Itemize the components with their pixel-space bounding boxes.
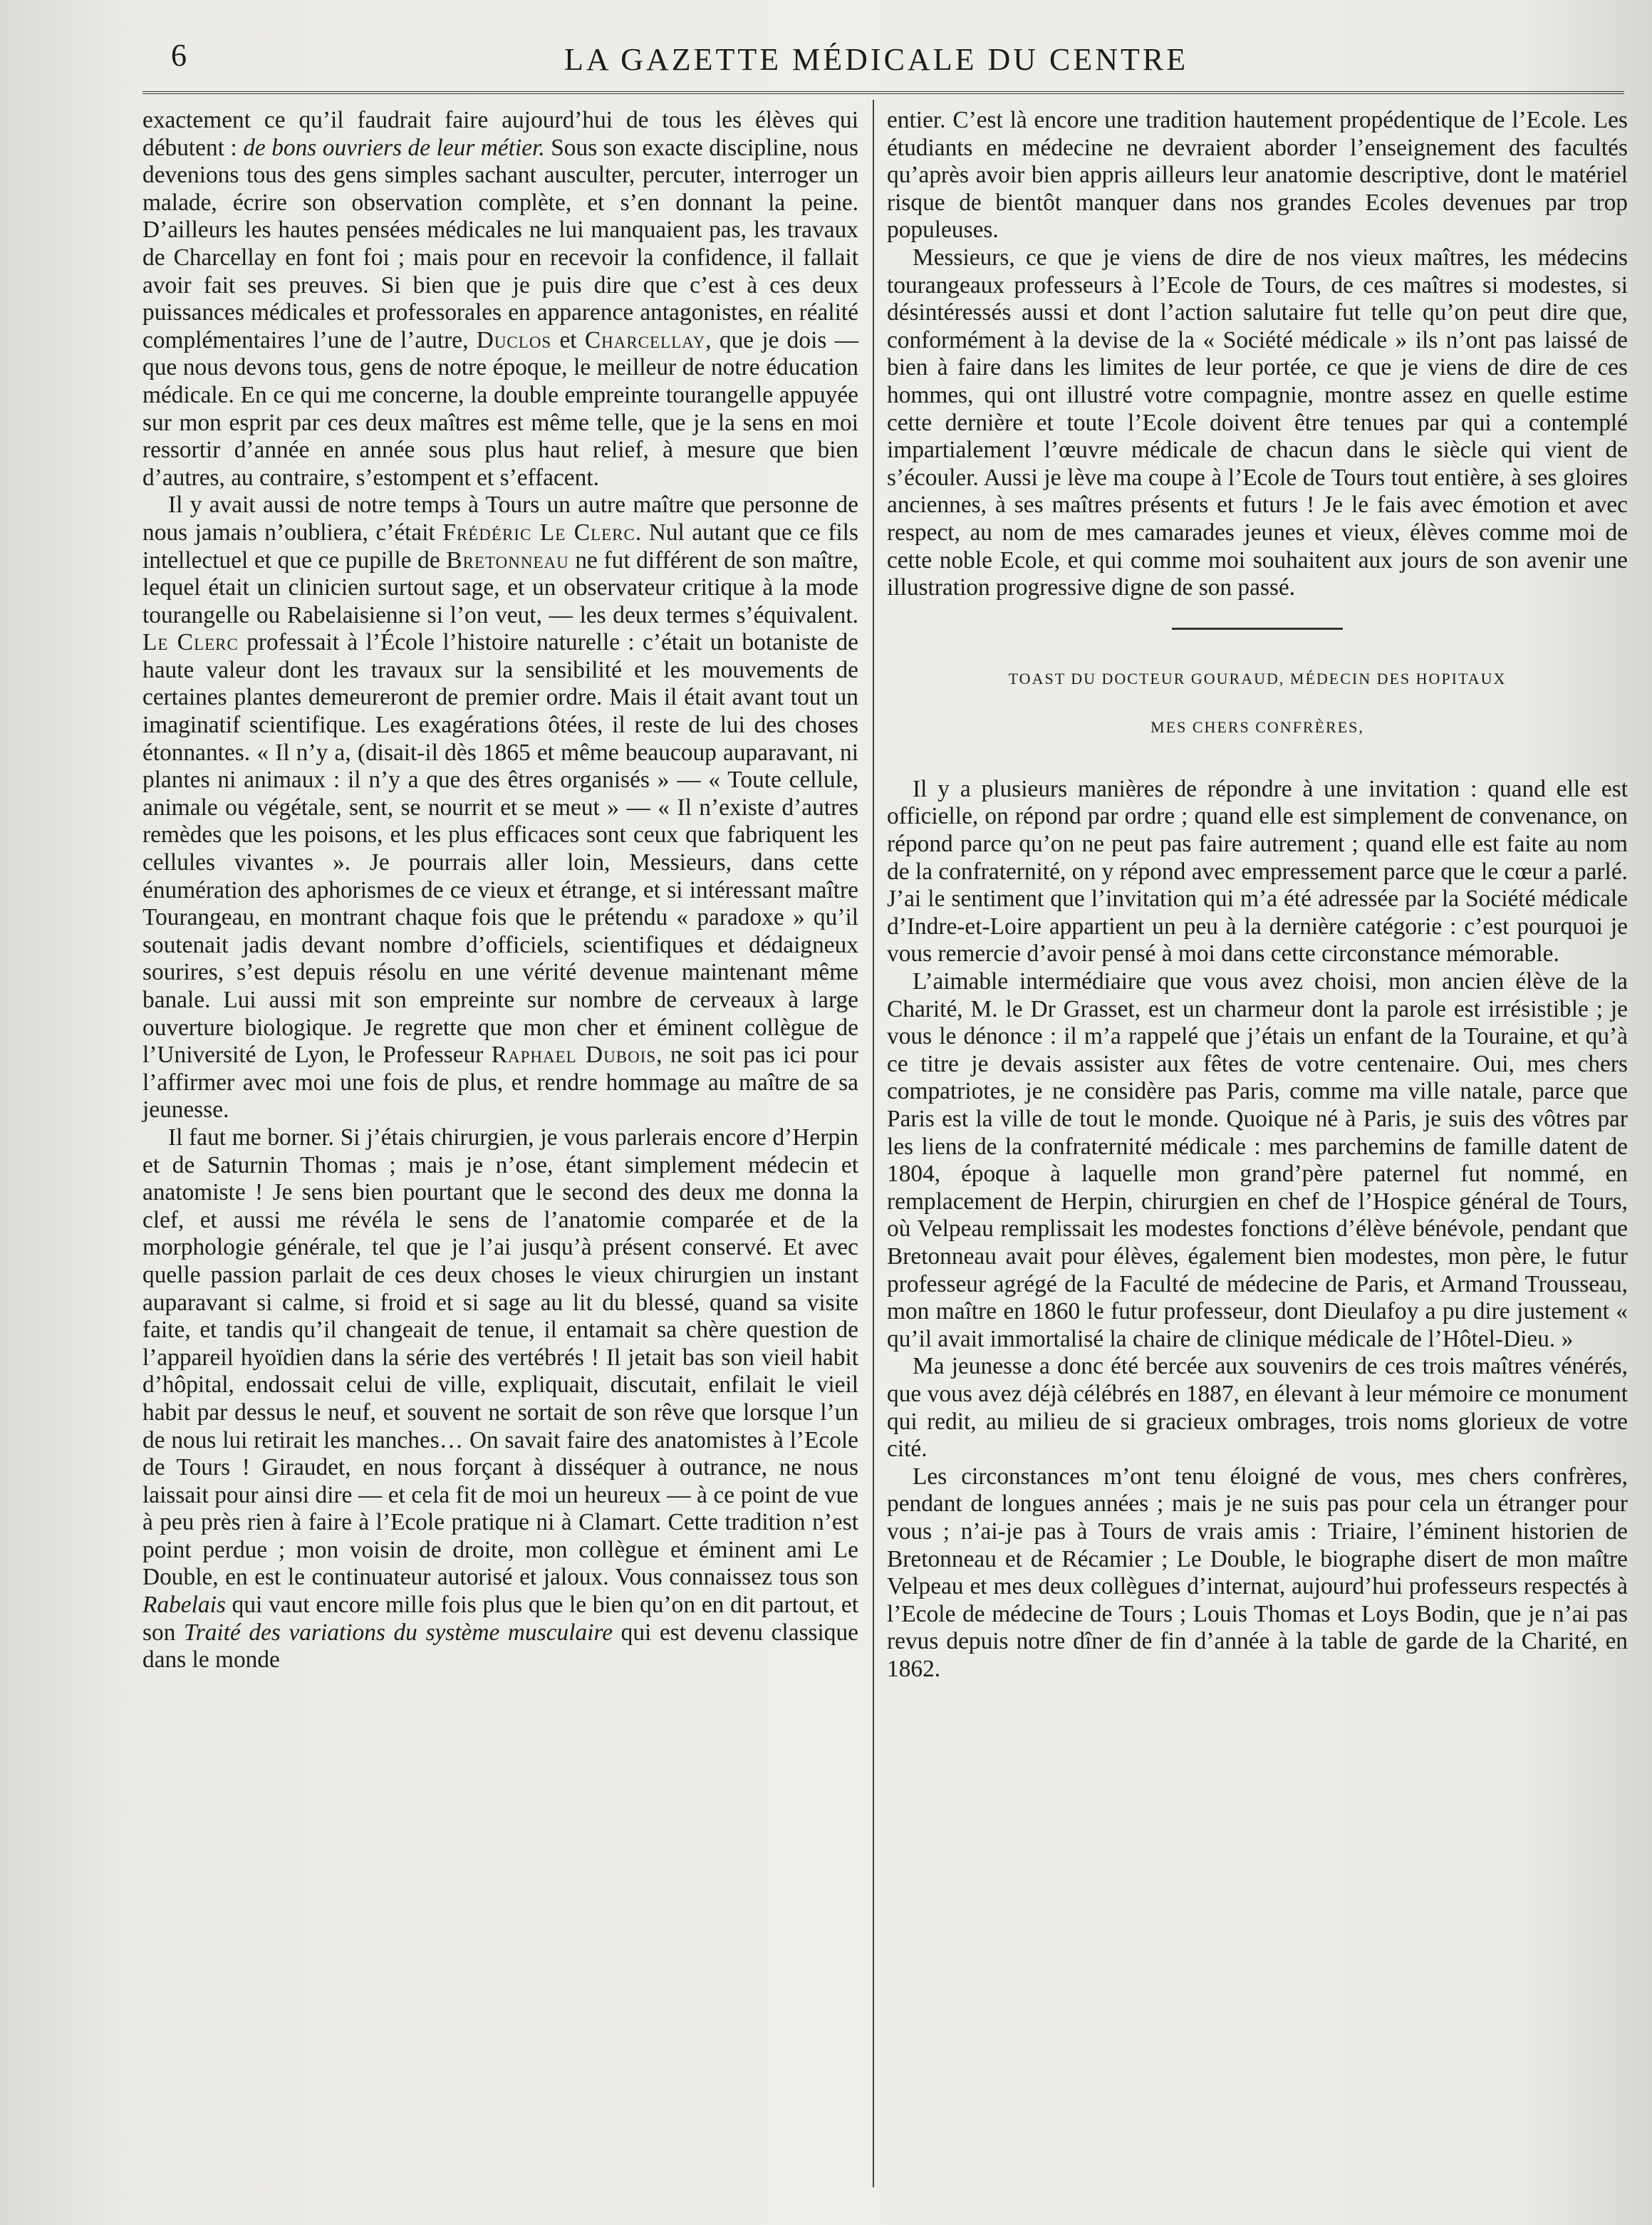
salutation: MES CHERS CONFRÈRES, — [1150, 718, 1364, 737]
page-header — [171, 37, 1624, 80]
right-paragraph-4: L’aimable intermédiaire que vous avez choisi, mon ancien élève de la Charité, M. le Dr Grasset, est un charmeur dont la parole est irrésistible ; je vous le dénonce : il m’a rappelé que j’étais un enfant de la Touraine, et qu’à ce titre je devais assister aux fêtes de votre centenaire. Oui, mes chers compatriotes, je ne considère pas Paris, comme ma ville natale, parce que Paris est la ville de tout le monde. Quoique né à Paris, je suis des vôtres par les liens de la confraternité médicale : mes parchemins de famille datent de 1804, époque à laquelle mon grand’père paternel fut nommé, en remplacement de Herpin, chirurgien en chef de l’Hospice général de Tours, où Velpeau remplissait les modestes fonctions d’élève bénévole, pendant que Bretonneau avait pour élèves, également bien modestes, mon père, le futur professeur agrégé de la Faculté de médecine de Paris, et Armand Trousseau, mon maître en 1860 le futur professeur, dont Dieulafoy a pu dire justement « qu’il avait immortalisé la chaire de clinique médicale de l’Hôtel-Dieu. » — [887, 968, 1628, 1352]
left-paragraph-2: Il y avait aussi de notre temps à Tours un autre maître que personne de nous jamais n’oubliera, c’était Frédéric Le Clerc. Nul autant que ce fils intellectuel et que ce pupille de Bretonneau ne fut différent de son maître, lequel était un clinicien surtout sage, et un observateur critique à la mode tourangelle ou Rabelaisienne si l’on veut, — les deux termes s’équivalent. Le Clerc professait à l’École l’histoire naturelle : c’était un botaniste de haute valeur dont les travaux sur la sensibilité et les mouvements de certaines plantes demeureront de premier ordre. Mais il était avant tout un imaginatif scientifique. Les exagérations ôtées, il reste de lui des choses étonnantes. « Il n’y a, (disait-il dès 1865 et même beaucoup auparavant, ni plantes ni animaux : il n’y a que des êtres organisés » — « Toute cellule, animale ou végétale, sent, se nourrit et se meut » — « Il n’existe d’autres remèdes que les poisons, et les plus efficaces sont ceux que fabriquent les cellules vivantes ». Je pourrais aller loin, Messieurs, dans cette énumération des aphorismes de ce vieux et étrange, et si intéressant maître Tourangeau, en montrant chaque fois que le prétendu « paradoxe » qu’il soutenait jadis devant nombre d’officiels, scientifiques et dédaigneux sourires, s’est depuis résolu en une vérité devenue maintenant même banale. Lui aussi mit son empreinte sur nombre de cerveaux à large ouverture biologique. Je regrette que mon cher et éminent collègue de l’Université de Lyon, le Professeur Raphael Dubois, ne soit pas ici pour l’affirmer avec moi une fois de plus, et rendre hommage au maître de sa jeunesse. — [142, 492, 859, 1124]
running-title: LA GAZETTE MÉDICALE DU CENTRE — [564, 42, 1189, 77]
left-paragraph-3: Il faut me borner. Si j’étais chirurgien, je vous parlerais encore d’Herpin et de Saturnin Thomas ; mais je n’ose, étant simplement médecin et anatomiste ! Je sens bien pourtant que le second des deux me donna la clef, et aussi me révéla le sens de l’anatomie comparée et de la morphologie générale, tel que je l’ai jusqu’à présent conservé. Et avec quelle passion parlait de ces deux choses le vieux chirurgien un instant auparavant si calme, si froid et si sage au lit du blessé, quand sa visite faite, et tandis qu’il changeait de tenue, il entamait sa chère question de l’appareil hyoïdien dans la série des vertébrés ! Il jetait bas son vieil habit d’hôpital, endossait celui de ville, expliquait, discutait, enfilait le vieil habit par dessus le neuf, et souvent ne sortait de son rêve que lorsque l’un de nous lui retirait les manches… On savait faire des anatomistes à l’Ecole de Tours ! Giraudet, en nous forçant à disséquer à outrance, ne nous laissait pour ainsi dire — et cela fit de moi un heureux — à ce point de vue à peu près rien à faire à l’Ecole pratique ni à Clamart. Cette tradition n’est point perdue ; mon voisin de droite, mon collègue et éminent ami Le Double, en est le continuateur autorisé et jaloux. Vous connaissez tous son Rabelais qui vaut encore mille fois plus que le bien qu’on en dit partout, et son Traité des variations du système musculaire qui est devenu classique dans le monde — [142, 1124, 858, 1674]
toast-heading: TOAST DU DOCTEUR GOURAUD, MÉDECIN DES HOPITAUX — [1008, 669, 1507, 688]
section-separator — [1172, 628, 1343, 630]
right-paragraph-6: Les circonstances m’ont tenu éloigné de vous, mes chers confrères, pendant de longues années ; mais je ne suis pas pour cela un étranger pour vous ; n’ai-je pas à Tours de vrais amis : Triaire, l’éminent historien de Bretonneau et de Récamier ; Le Double, le biographe disert de mon maître Velpeau et mes deux collègues d’internat, aujourd’hui professeurs respectés à l’Ecole de médecine de Tours ; Louis Thomas et Loys Bodin, que je n’ai pas revus depuis notre dîner de fin d’année à la table de garde de la Charité, en 1862. — [887, 1463, 1628, 1682]
left-column — [142, 107, 858, 1674]
left-paragraph-1: exactement ce qu’il faudrait faire aujourd’hui de tous les élèves qui débutent : de bons ouvriers de leur métier. Sous son exacte discipline, nous devenions tous des gens simples sachant ausculter, percuter, interroger un malade, écrire son observation complète, et s’en donnant la peine. D’ailleurs les hautes pensées médicales ne lui manquaient pas, les travaux de Charcellay en font foi ; mais pour en recevoir la confidence, il fallait avoir fait ses preuves. Si bien que je puis dire que c’est à ces deux puissances médicales et professorales en apparence antagonistes, en réalité complémentaires l’une de l’autre, Duclos et Charcellay, que je dois — que nous devons tous, gens de notre époque, le meilleur de notre éducation médicale. En ce qui me concerne, la double empreinte tourangelle appuyée sur mon esprit par ces deux maîtres est même telle, que je la sens en moi ressortir d’année en année sous plus haut relief, à mesure que bien d’autres, au contraire, s’estompent et s’effacent. — [142, 107, 858, 491]
right-paragraph-2: Messieurs, ce que je viens de dire de nos vieux maîtres, les médecins tourangeaux professeurs à l’Ecole de Tours, de ces maîtres si modestes, si désintéressés aussi et dont l’action salutaire fut telle qu’on peut dire que, conformément à la devise de la « Société médicale » ils n’ont pas laissé de bien à faire dans les limites de leur portée, ce que je viens de dire de ces hommes, qui ont illustré votre compagnie, montre assez en quelle estime cette dernière et toute l’Ecole doivent être tenues par qui a contemplé impartialement l’œuvre médicale de chacun dans le siècle qui vient de s’écouler. Aussi je lève ma coupe à l’Ecole de Tours tout entière, à ses gloires anciennes, à ses maîtres présents et futurs ! Je le fais avec émotion et avec respect, au nom de mes camarades jeunes et vieux, élèves comme moi de cette noble Ecole, et qui comme moi souhaitent aux jours de son avenir une illustration progressive digne de son passé. — [887, 244, 1628, 601]
right-column — [887, 107, 1628, 1683]
right-paragraph-1: entier. C’est là encore une tradition hautement propédentique de l’Ecole. Les étudiants en médecine ne devraient aborder l’enseignement des facultés qu’après avoir bien appris ailleurs leur anatomie descriptive, dont le matériel risque de bientôt manquer dans nos grandes Ecoles devenues par trop populeuses. — [887, 107, 1628, 244]
right-paragraph-3: Il y a plusieurs manières de répondre à une invitation : quand elle est officielle, on répond par ordre ; quand elle est simplement de convenance, on répond parce qu’on ne peut pas faire autrement ; quand elle est faite au nom de la confraternité, on y répond avec empressement parce que le cœur a parlé. J’ai le sentiment que l’invitation qui m’a été adressée par la Société médicale d’Indre-et-Loire appartient un peu à la dernière catégorie : c’est pourquoi je vous remercie d’avoir pensé à moi dans cette circonstance mémorable. — [887, 775, 1628, 968]
right-paragraph-5: Ma jeunesse a donc été bercée aux souvenirs de ces trois maîtres vénérés, que vous avez déjà célébrés en 1887, en élevant à leur mémoire ce monument qui redit, au milieu de si gracieux ombrages, trois noms glorieux de votre cité. — [887, 1353, 1628, 1463]
column-divider — [873, 100, 874, 2187]
header-rule — [142, 91, 1624, 94]
page-number: 6 — [171, 38, 187, 73]
